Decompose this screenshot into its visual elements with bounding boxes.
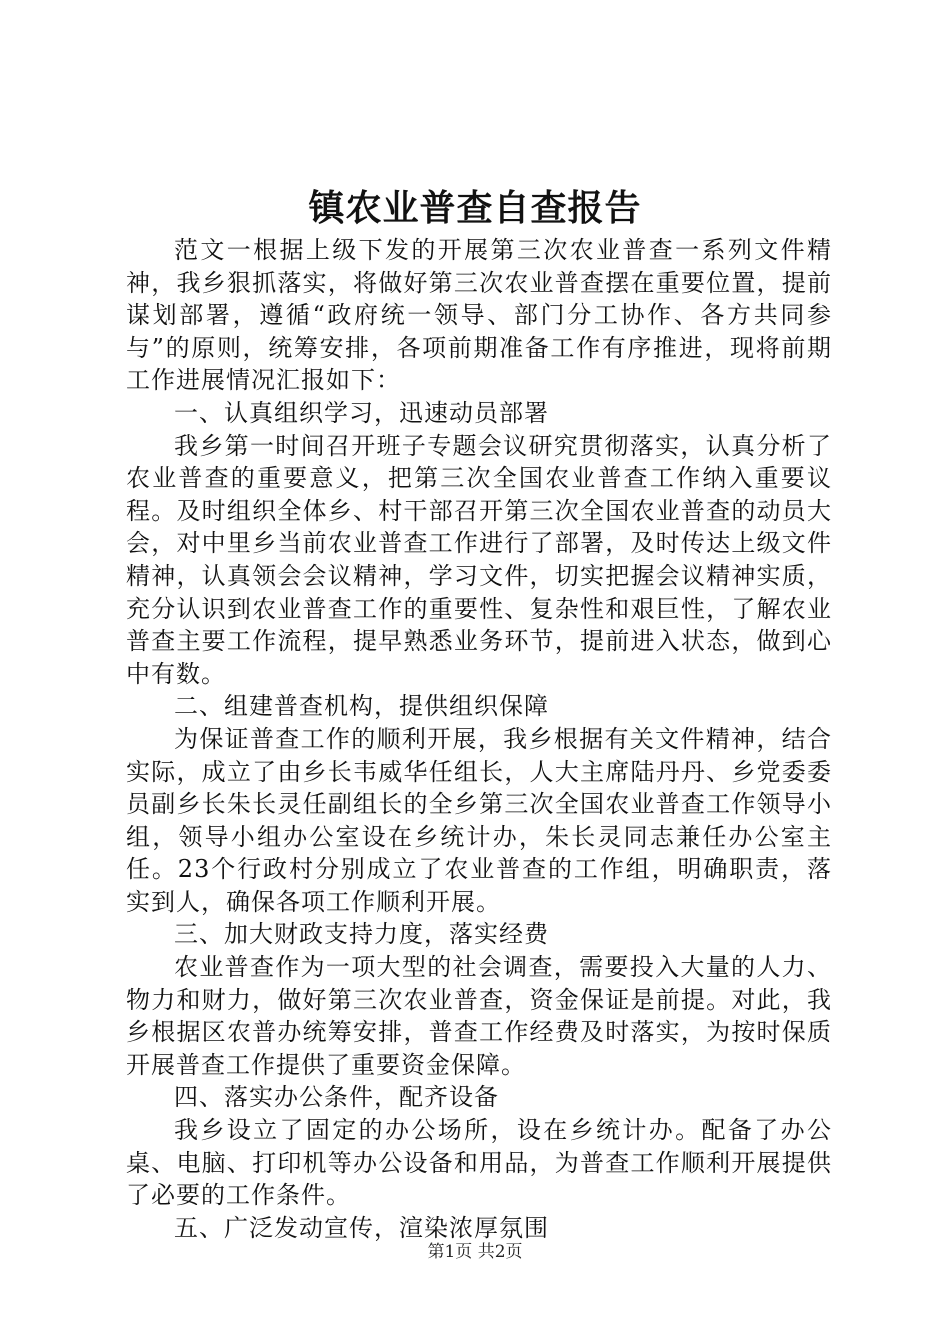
section-paragraph-3: 农业普查作为一项大型的社会调查，需要投入大量的人力、物力和财力，做好第三次农业普查，资金保证是前提。对此，我乡根据区农普办统筹安排，普查工作经费及时落实，为按时保质开展普查工作提供了重要资金保障。 — [126, 953, 832, 1079]
section-heading-5: 五、广泛发动宣传，渲染浓厚氛围 — [174, 1213, 549, 1242]
document-body — [126, 234, 832, 1244]
document-title: 镇农业普查自查报告 — [308, 187, 642, 229]
section-heading-3: 三、加大财政支持力度，落实经费 — [174, 920, 549, 949]
section-paragraph-4: 我乡设立了固定的办公场所，设在乡统计办。配备了办公桌、电脑、打印机等办公设备和用品，为普查工作顺利开展提供了必要的工作条件。 — [126, 1116, 832, 1210]
section-heading-2: 二、组建普查机构，提供组织保障 — [174, 692, 549, 721]
section-heading-1: 一、认真组织学习，迅速动员部署 — [174, 398, 549, 427]
section-heading-4: 四、落实办公条件，配齐设备 — [174, 1083, 499, 1112]
page-footer: 第1页 共2页 — [427, 1242, 523, 1262]
section-paragraph-2: 为保证普查工作的顺利开展，我乡根据有关文件精神，结合实际，成立了由乡长韦威华任组长，人大主席陆丹丹、乡党委委员副乡长朱长灵任副组长的全乡第三次全国农业普查工作领导小组，领导小组办公室设在乡统计办，朱长灵同志兼任办公室主任。23个行政村分别成立了农业普查的工作组，明确职责，落实到人，确保各项工作顺利开展。 — [126, 724, 832, 916]
intro-paragraph: 范文一根据上级下发的开展第三次农业普查一系列文件精神，我乡狠抓落实，将做好第三次农业普查摆在重要位置，提前谋划部署，遵循“政府统一领导、部门分工协作、各方共同参与”的原则，统筹安排，各项前期准备工作有序推进，现将前期工作进展情况汇报如下： — [126, 236, 832, 395]
section-paragraph-1: 我乡第一时间召开班子专题会议研究贯彻落实，认真分析了农业普查的重要意义，把第三次全国农业普查工作纳入重要议程。及时组织全体乡、村干部召开第三次全国农业普查的动员大会，对中里乡当前农业普查工作进行了部署，及时传达上级文件精神，认真领会会议精神，学习文件，切实把握会议精神实质，充分认识到农业普查工作的重要性、复杂性和艰巨性，了解农业普查主要工作流程，提早熟悉业务环节，提前进入状态，做到心中有数。 — [126, 431, 832, 688]
